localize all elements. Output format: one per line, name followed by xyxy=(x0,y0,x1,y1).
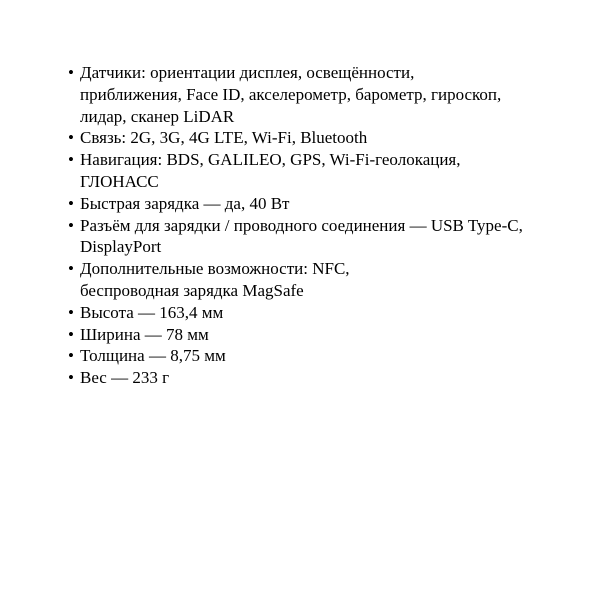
bullet-icon: • xyxy=(68,368,74,388)
bullet-icon: • xyxy=(68,150,74,170)
list-item xyxy=(68,149,523,193)
list-item-text: Толщина — 8,75 мм xyxy=(80,346,226,366)
bullet-icon: • xyxy=(68,346,74,366)
list-item-text: ГЛОНАСС xyxy=(80,171,159,191)
list-item xyxy=(68,258,523,302)
list-item-text: DisplayPort xyxy=(80,237,162,257)
bullet-icon: • xyxy=(68,215,74,235)
list-item-text: приближения, Face ID, акселерометр, барометр, гироскоп, xyxy=(80,84,502,104)
bullet-icon: • xyxy=(68,324,74,344)
list-item xyxy=(68,324,523,346)
list-item-text: Дополнительные возможности: NFC, xyxy=(80,259,350,279)
list-item xyxy=(68,215,523,259)
list-item-text: Высота — 163,4 мм xyxy=(80,302,224,322)
bullet-icon: • xyxy=(68,259,74,279)
list-item-text: Связь: 2G, 3G, 4G LTE, Wi-Fi, Bluetooth xyxy=(80,128,368,148)
list-item-text: лидар, сканер LiDAR xyxy=(80,106,235,126)
list-item-text: Разъём для зарядки / проводного соединения — USB Type-C, xyxy=(80,215,523,235)
list-item-text: Ширина — 78 мм xyxy=(80,324,209,344)
list-item xyxy=(68,193,523,215)
list-item xyxy=(68,345,523,367)
list-item xyxy=(68,62,523,127)
list-item xyxy=(68,302,523,324)
bullet-icon: • xyxy=(68,128,74,148)
list-item-text: Быстрая зарядка — да, 40 Вт xyxy=(80,193,290,213)
bullet-icon: • xyxy=(68,302,74,322)
bullet-icon: • xyxy=(68,63,74,82)
bullet-icon: • xyxy=(68,193,74,213)
list-item-text: беспроводная зарядка MagSafe xyxy=(80,280,304,300)
list-item xyxy=(68,367,523,389)
list-item-text: Навигация: BDS, GALILEO, GPS, Wi-Fi-геолокация, xyxy=(80,150,461,170)
list-item xyxy=(68,127,523,149)
specs-list xyxy=(68,62,523,389)
list-item-text: Вес — 233 г xyxy=(80,368,170,388)
list-item-text: Датчики: ориентации дисплея, освещённости, xyxy=(80,63,415,82)
